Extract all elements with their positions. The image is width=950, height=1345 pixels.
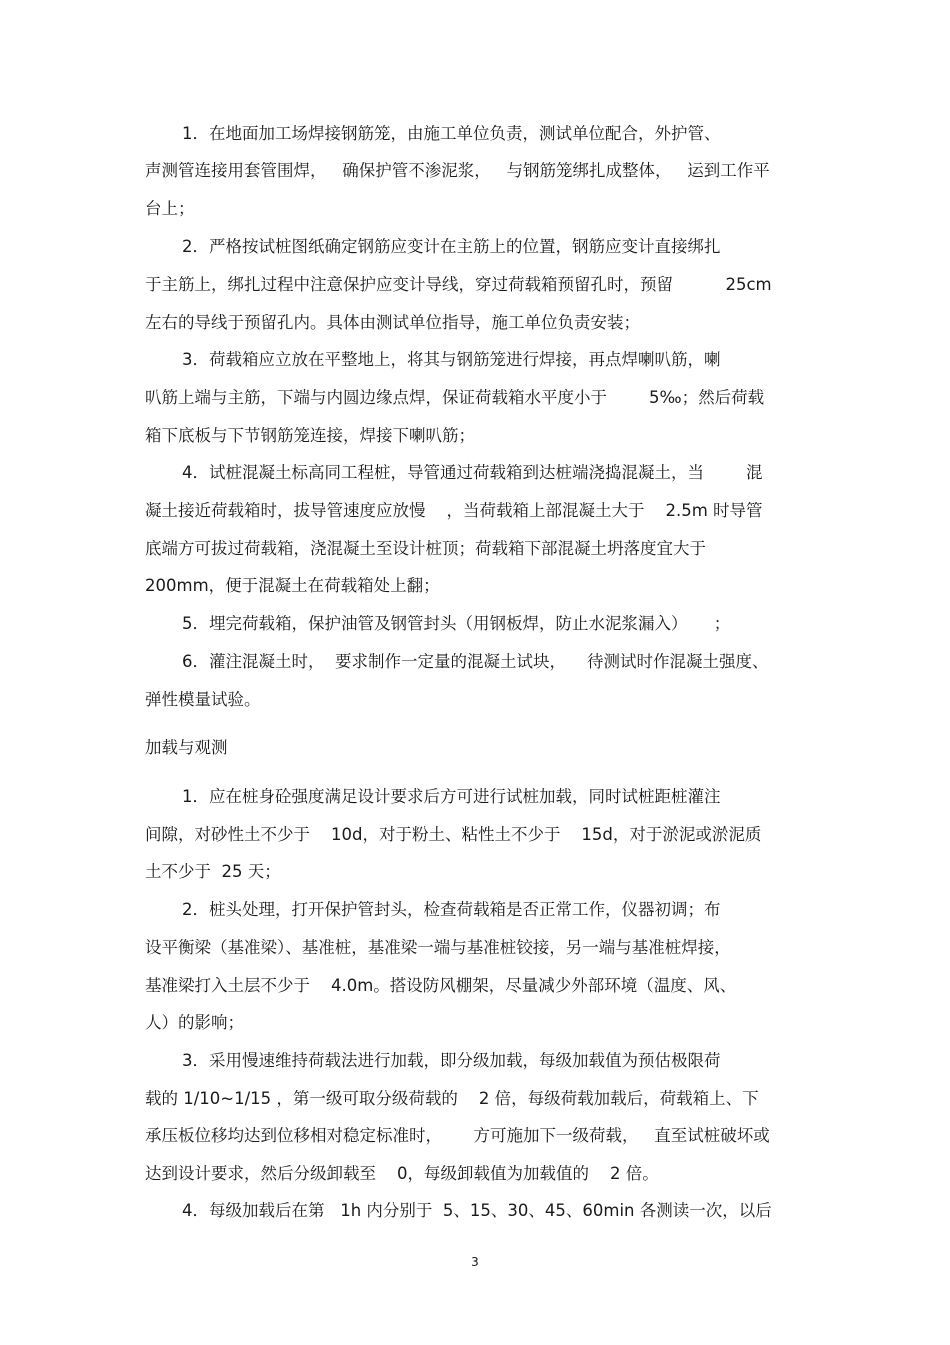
s1-p2-line2: 于主筋上，绑扎过程中注意保护应变计导线，穿过荷载箱预留孔时，预留 25cm [145, 275, 772, 294]
s2-p2-line2: 设平衡梁（基准梁）、基准桩，基准梁一端与基准桩铰接，另一端与基准桩焊接， [145, 938, 731, 957]
s1-p2-line1: 2．严格按试桩图纸确定钢筋应变计在主筋上的位置，钢筋应变计直接绑扎 [182, 237, 721, 256]
s1-p5-line1: 5．埋完荷载箱，保护油管及钢管封头（用钢板焊，防止水泥浆漏入） ； [182, 614, 731, 633]
s1-p3-line1: 3．荷载箱应立放在平整地上，将其与钢筋笼进行焊接，再点焊喇叭筋，喇 [182, 350, 721, 369]
s1-p3-line3: 箱下底板与下节钢筋笼连接，焊接下喇叭筋； [145, 426, 475, 445]
s1-p4-line1: 4．试桩混凝土标高同工程桩，导管通过荷载箱到达桩端浇捣混凝土，当 混 [182, 463, 763, 482]
s2-p2-line4: 人）的影响； [145, 1013, 244, 1032]
s2-p1-line1: 1．应在桩身砼强度满足设计要求后方可进行试桩加载，同时试桩距桩灌注 [182, 787, 721, 806]
s2-p2-line1: 2．桩头处理，打开保护管封头，检查荷载箱是否正常工作，仪器初调；布 [182, 900, 721, 919]
s1-p4-line4: 200mm，便于混凝土在荷载箱处上翻； [145, 576, 440, 595]
s2-p3-line3: 承压板位移均达到位移相对稳定标准时， 方可施加下一级荷载， 直至试桩破坏或 [145, 1126, 770, 1145]
s2-p2-line3: 基准梁打入土层不少于 4.0m。搭设防风棚架，尽量减少外部环境（温度、风、 [145, 976, 737, 995]
s1-p2-line3: 左右的导线于预留孔内。具体由测试单位指导，施工单位负责安装； [145, 313, 640, 332]
s1-p6-line2: 弹性模量试验。 [145, 690, 261, 709]
s2-p3-line2: 载的 1/10~1/15 ，第一级可取分级荷载的 2 倍，每级荷载加载后，荷载箱上、下 [145, 1089, 759, 1108]
s2-p3-line1: 3．采用慢速维持荷载法进行加载，即分级加载，每级加载值为预估极限荷 [182, 1051, 721, 1070]
s2-p1-line2: 间隙，对砂性土不少于 10d，对于粉土、粘性土不少于 15d，对于淤泥或淤泥质 [145, 825, 762, 844]
s1-p1-line3: 台上； [145, 199, 195, 218]
section-heading: 加载与观测 [145, 738, 228, 757]
s1-p1-line2: 声测管连接用套管围焊， 确保护管不渗泥浆， 与钢筋笼绑扎成整体， 运到工作平 [145, 161, 770, 180]
s1-p1-line1: 1．在地面加工场焊接钢筋笼，由施工单位负责，测试单位配合，外护管、 [182, 124, 721, 143]
s1-p6-line1: 6．灌注混凝土时， 要求制作一定量的混凝土试块， 待测试时作混凝土强度、 [182, 652, 769, 671]
s2-p3-line4: 达到设计要求，然后分级卸载至 0，每级卸载值为加载值的 2 倍。 [145, 1164, 659, 1183]
s1-p4-line2: 凝土接近荷载箱时，拔导管速度应放慢 ，当荷载箱上部混凝土大于 2.5m 时导管 [145, 501, 763, 520]
s1-p3-line2: 叭筋上端与主筋，下端与内圆边缘点焊，保证荷载箱水平度小于 5‰；然后荷载 [145, 388, 765, 407]
s1-p4-line3: 底端方可拔过荷载箱，浇混凝土至设计桩顶；荷载箱下部混凝土坍落度宜大于 [145, 539, 706, 558]
page-number: 3 [471, 1255, 479, 1269]
s2-p4-line1: 4．每级加载后在第 1h 内分别于 5、15、30、45、60min 各测读一次，以后 [182, 1201, 772, 1220]
s2-p1-line3: 土不少于 25 天； [145, 862, 281, 881]
